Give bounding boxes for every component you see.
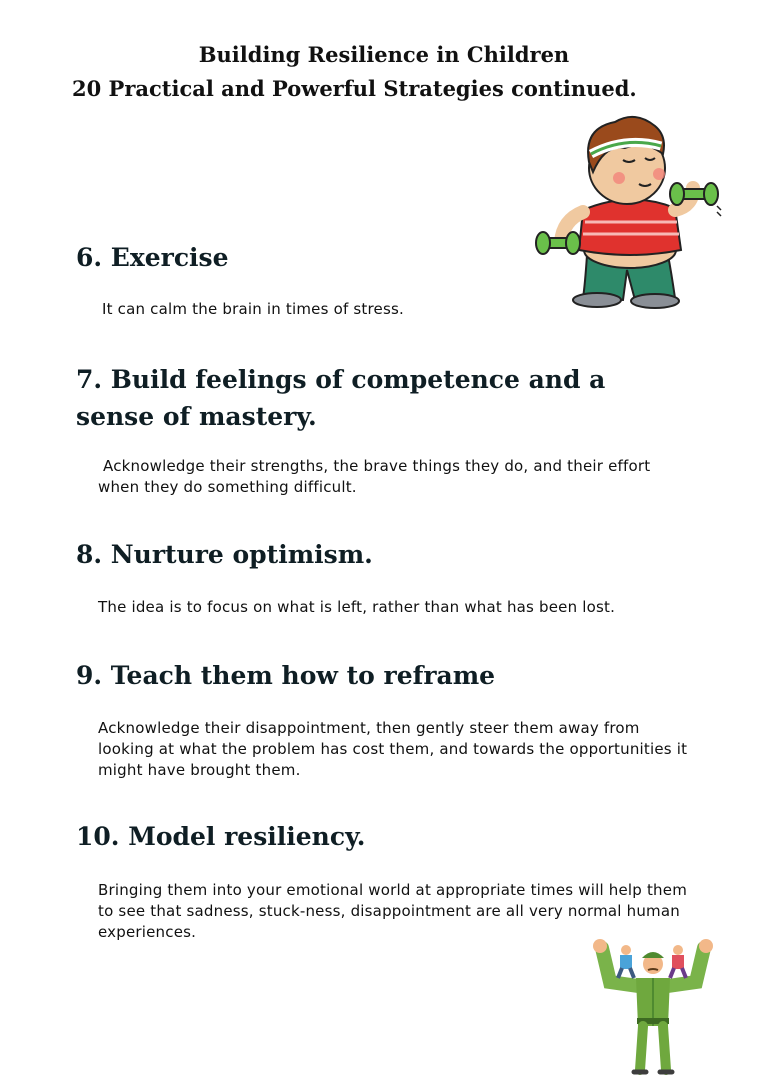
title-line-1: Building Resilience in Children: [198, 42, 570, 67]
section-6-heading: 6. Exercise: [76, 243, 229, 272]
section-10-body: Bringing them into your emotional world at appropriate times will help them to see that sadness, stuck-ness, disappointment are all very normal human experiences.: [98, 881, 688, 941]
section-6-body: It can calm the brain in times of stress.: [102, 300, 404, 318]
title-line-2: 20 Practical and Powerful Strategies continued.: [72, 76, 637, 101]
boy-with-dumbbells-illustration: [535, 110, 725, 310]
section-7-heading: 7. Build feelings of competence and a sense of mastery.: [76, 365, 606, 431]
section-8-body: The idea is to focus on what is left, rather than what has been lost.: [98, 598, 616, 616]
soldier-with-children-illustration: [580, 938, 726, 1078]
section-8-heading: 8. Nurture optimism.: [76, 540, 373, 569]
section-9-body: Acknowledge their disappointment, then gently steer them away from looking at what the problem has cost them, and towards the opportunities it might have brought them.: [98, 719, 688, 779]
section-9-heading: 9. Teach them how to reframe: [76, 661, 496, 690]
section-7-body: Acknowledge their strengths, the brave things they do, and their effort when they do something difficult.: [98, 457, 651, 496]
section-10-heading: 10. Model resiliency.: [76, 822, 366, 851]
